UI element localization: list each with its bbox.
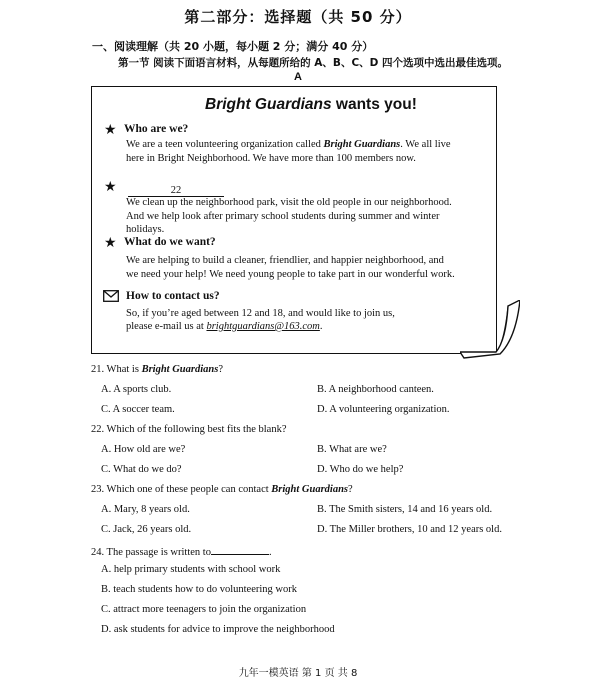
question-21-stem: 21. What is Bright Guardians? [91, 364, 223, 375]
contact-heading: How to contact us? [126, 290, 220, 302]
question-21-option-c[interactable]: C. A soccer team. [101, 404, 175, 415]
question-22-option-c[interactable]: C. What do we do? [101, 464, 182, 475]
want-line-1: We are helping to build a cleaner, friendlier, and happier neighborhood, and [126, 255, 444, 266]
star-icon: ★ [104, 235, 117, 251]
question-24-option-d[interactable]: D. ask students for advice to improve the neighborhood [101, 624, 335, 635]
answer-blank [211, 544, 269, 555]
page-footer: 九年一模英语 第 1 页 共 8 [238, 668, 358, 679]
question-24-stem: 24. The passage is written to . [91, 544, 272, 558]
question-24-option-b[interactable]: B. teach students how to do volunteering work [101, 584, 297, 595]
star-icon: ★ [104, 122, 117, 138]
passage-letter: A [294, 71, 302, 83]
question-23-option-a[interactable]: A. Mary, 8 years old. [101, 504, 190, 515]
question-24-option-a[interactable]: A. help primary students with school work [101, 564, 281, 575]
want-line-2: we need your help! We need young people to take part in our wonderful work. [126, 269, 455, 280]
question-21-option-a[interactable]: A. A sports club. [101, 384, 172, 395]
star-icon: ★ [104, 179, 117, 195]
question-21-option-b[interactable]: B. A neighborhood canteen. [317, 384, 434, 395]
page-curl-icon [460, 300, 520, 360]
who-are-we-line-1: We are a teen volunteering organization called Bright Guardians. We all live [126, 139, 451, 150]
question-21-option-d[interactable]: D. A volunteering organization. [317, 404, 450, 415]
poster-title: Bright Guardians wants you! [205, 96, 417, 113]
section-title: 一、阅读理解（共 20 小题，每小题 2 分；满分 40 分） [92, 40, 374, 53]
contact-line-1: So, if you’re aged between 12 and 18, and would like to join us, [126, 308, 395, 319]
question-23-option-b[interactable]: B. The Smith sisters, 14 and 16 years old. [317, 504, 493, 515]
who-are-we-line-2-text: here in Bright Neighborhood. We have more than 100 members now. [126, 153, 416, 164]
activities-line-3: holidays. [126, 224, 165, 235]
what-do-we-want-heading: What do we want? [124, 236, 216, 248]
question-23-option-d[interactable]: D. The Miller brothers, 10 and 12 years old. [317, 524, 502, 535]
envelope-icon [103, 290, 119, 302]
question-22-stem: 22. Which of the following best fits the blank? [91, 424, 287, 435]
email-link[interactable]: brightguardians@163.com [206, 321, 320, 332]
contact-line-2: please e-mail us at brightguardians@163.com. [126, 321, 323, 332]
question-22-option-b[interactable]: B. What are we? [317, 444, 387, 455]
activities-line-2: And we help look after primary school students during summer and winter [126, 211, 440, 222]
question-24-option-c[interactable]: C. attract more teenagers to join the organization [101, 604, 307, 615]
part-title: 第二部分：选择题（共 50 分） [184, 8, 412, 26]
question-23-stem: 23. Which one of these people can contact Bright Guardians? [91, 484, 353, 495]
sub-section-title: 第一节 阅读下面语言材料，从每题所给的 A、B、C、D 四个选项中选出最佳选项。 [118, 57, 509, 69]
question-23-option-c[interactable]: C. Jack, 26 years old. [101, 524, 192, 535]
question-22-option-a[interactable]: A. How old are we? [101, 444, 186, 455]
activities-line-1: We clean up the neighborhood park, visit the old people in our neighborhood. [126, 197, 452, 208]
question-22-blank: 22 [128, 180, 224, 198]
question-22-option-d[interactable]: D. Who do we help? [317, 464, 404, 475]
who-are-we-heading: Who are we? [124, 123, 189, 135]
